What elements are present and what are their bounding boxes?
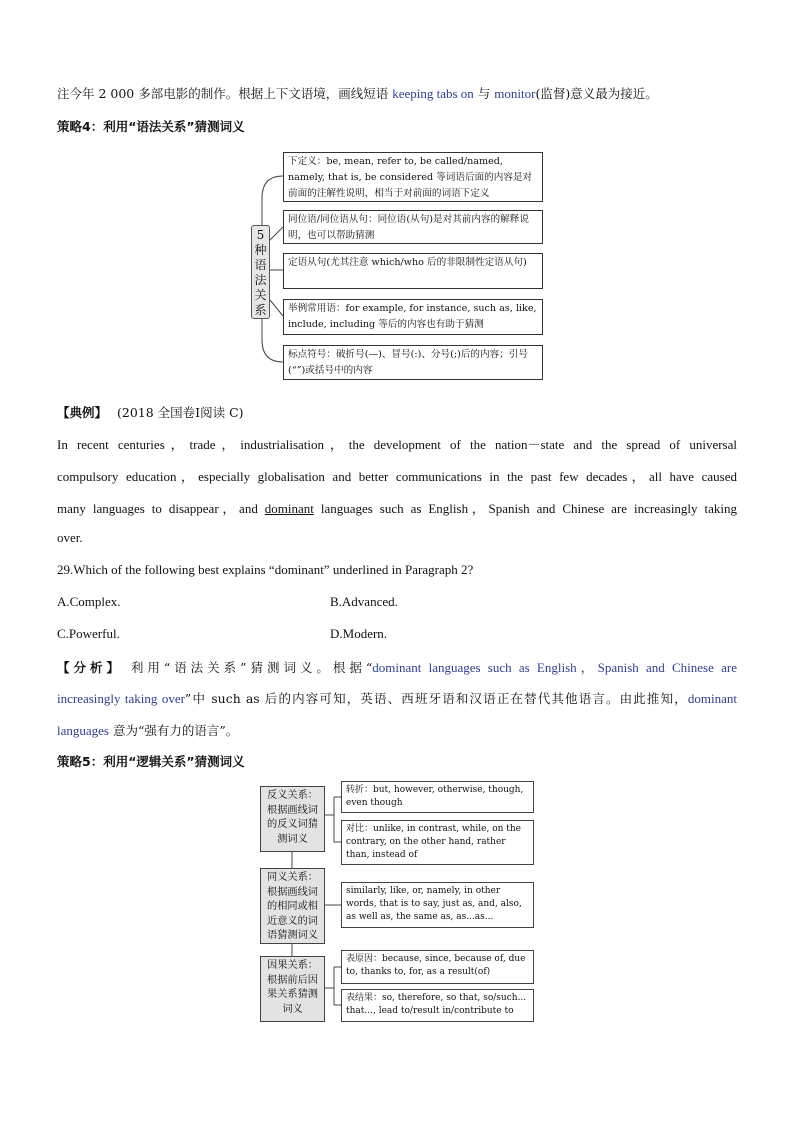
strategy-4-heading: 策略4：利用“语法关系”猜测词义: [57, 119, 245, 134]
diagram1-box-definition: 下定义：be, mean, refer to, be called/named, namely, that is, be considered 等词语后面的内容是对前面的注解性说明，相当于对前面的词语下定义: [283, 152, 543, 202]
option-d: D.Modern.: [330, 626, 388, 641]
diagram1-box-attributive: 定语从句(尤其注意 which/who 后的非限制性定语从句): [283, 253, 543, 289]
diagram1-box-examples: 举例常用语：for example, for instance, such as, like, include, including 等后的内容也有助于猜测: [283, 299, 543, 335]
example-source: (2018 全国卷Ⅰ阅读 C): [117, 405, 244, 420]
passage-line-3: many languages to disappear，and dominant languages such as English，Spanish and Chinese are increasingly taking: [57, 501, 737, 516]
question-text: 29.Which of the following best explains “dominant” underlined in Paragraph 2?: [57, 562, 474, 577]
diagram1-center-label: 5种语法关系: [251, 225, 270, 319]
contrast-transition-box: 转折：but, however, otherwise, though, even though: [341, 781, 534, 813]
diagram1-box-punctuation: 标点符号：破折号(—)、冒号(:)、分号(;)后的内容；引号(“”)或括号中的内容: [283, 345, 543, 380]
intro-text-2: 与: [473, 86, 495, 101]
passage-line-4: over.: [57, 530, 83, 545]
example-label: 【典例】: [57, 405, 108, 420]
intro-text-3: (监督)意义最为接近。: [535, 86, 658, 101]
intro-word: monitor: [494, 86, 536, 101]
analysis-line-1: 【分析】 利用“语法关系”猜测词义。根据“dominant languages such as English，Spanish and Chinese are: [57, 660, 737, 675]
analysis-label: 【分析】: [57, 660, 123, 675]
passage-line-1: In recent centuries，trade，industrialisation，the development of the nation－state and the spread of universal: [57, 437, 737, 452]
analysis-line-2: increasingly taking over”中 such as 后的内容可知，英语、西班牙语和汉语正在替代其他语言。由此推知，dominant: [57, 691, 737, 706]
intro-phrase: keeping tabs on: [392, 86, 474, 101]
result-words-box: 表结果：so, therefore, so that, so/such... that..., lead to/result in/contribute to: [341, 989, 534, 1022]
synonym-relation-box: 同义关系：根据画线词的相同或相近意义的词语猜测词义: [260, 868, 325, 944]
underlined-word: dominant: [264, 501, 314, 516]
diagram1-box-appositive: 同位语/同位语从句：同位语(从句)是对其前内容的解释说明，也可以帮助猜测: [283, 210, 543, 244]
option-a: A.Complex.: [57, 594, 121, 609]
strategy-5-heading: 策略5：利用“逻辑关系”猜测词义: [57, 754, 245, 769]
contrast-comparison-box: 对比：unlike, in contrast, while, on the contrary, on the other hand, rather than, instead of: [341, 820, 534, 865]
synonym-words-box: similarly, like, or, namely, in other words, that is to say, just as, and, also, as well as, the same as, as...as...: [341, 882, 534, 928]
cause-effect-relation-box: 因果关系：根据前后因果关系猜测词义: [260, 956, 325, 1022]
analysis-line-3: languages 意为“强有力的语言”。: [57, 723, 239, 738]
option-b: B.Advanced.: [330, 594, 398, 609]
passage-line-2: compulsory education，especially globalisation and better communications in the past few decades，all have caused: [57, 469, 737, 484]
cause-words-box: 表原因：because, since, because of, due to, thanks to, for, as a result(of): [341, 950, 534, 984]
option-c: C.Powerful.: [57, 626, 120, 641]
intro-text-1: 注今年 2 000 多部电影的制作。根据上下文语境，画线短语: [57, 86, 393, 101]
antonym-relation-box: 反义关系：根据画线词的反义词猜测词义: [260, 786, 325, 852]
